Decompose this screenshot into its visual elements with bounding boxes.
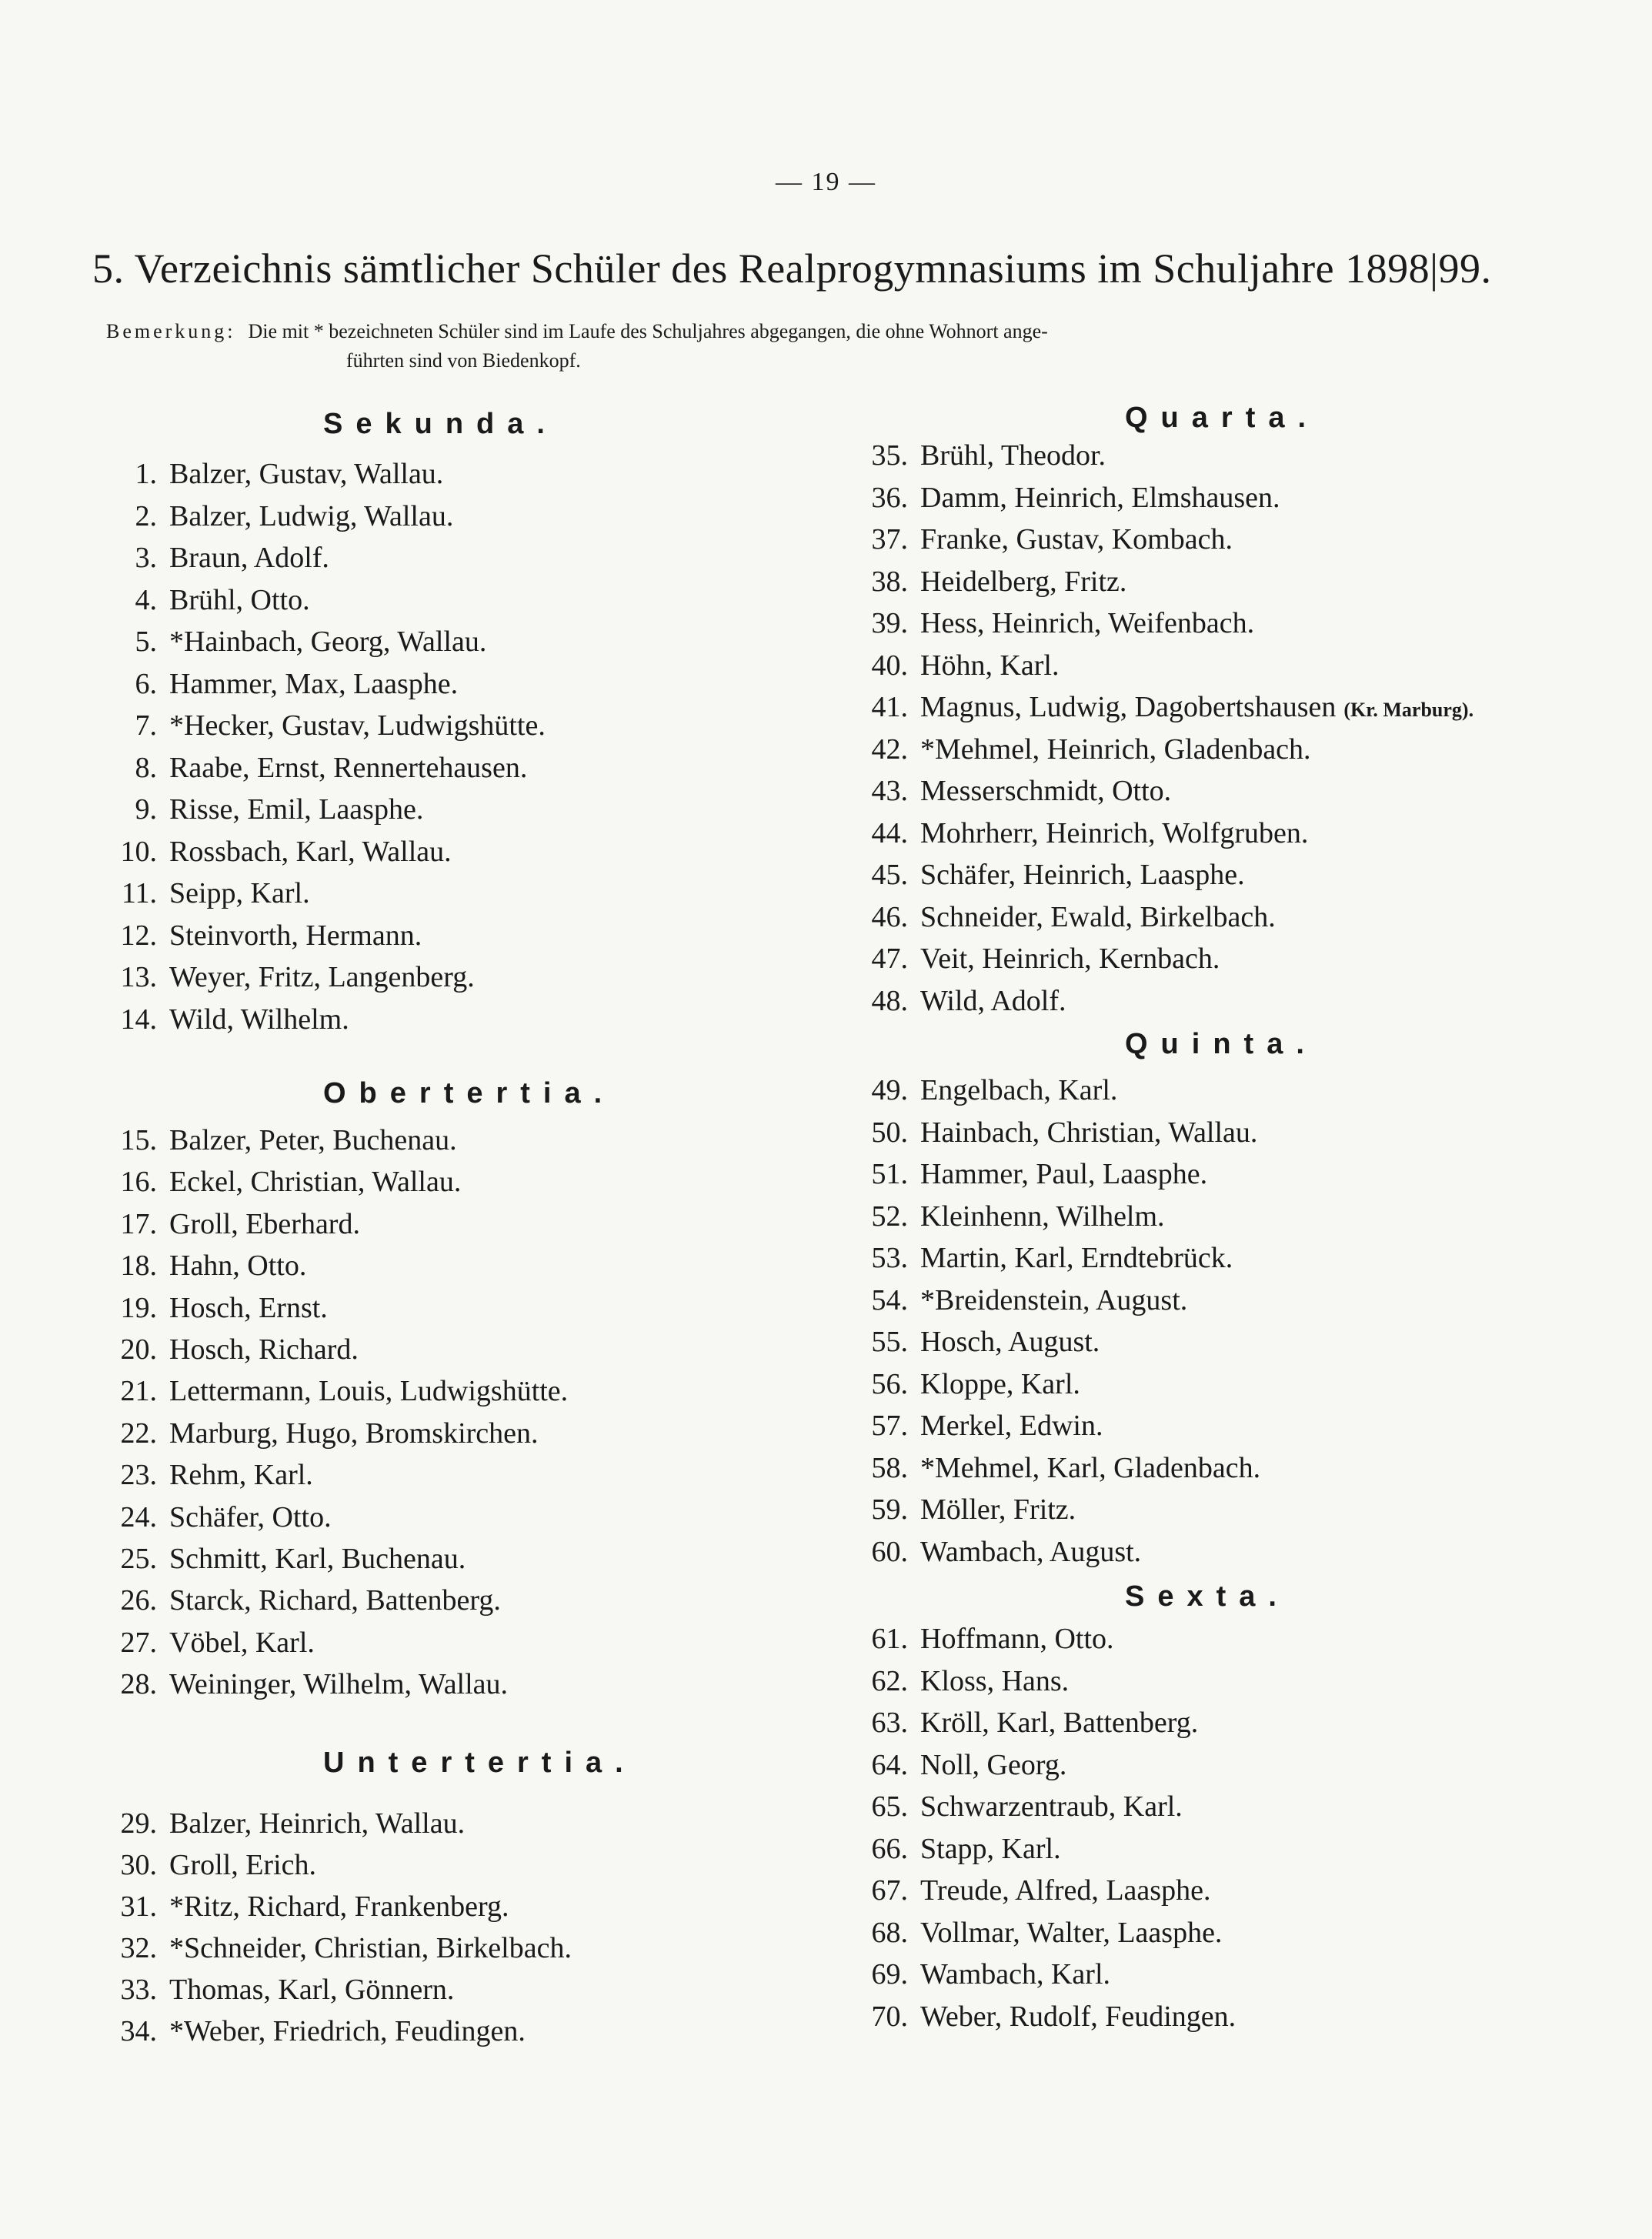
entry-number: 36. [871,482,908,514]
entry-number: 66. [871,1833,908,1865]
page-number: — 19 — [776,168,876,196]
entry-number: 13. [120,961,157,993]
remark-text-line1: Die mit * bezeichneten Schüler sind im Laufe des Schuljahres abgegangen, die ohne Wohnort ange- [248,320,1048,342]
entry-name: Höhn, Karl. [920,649,1060,682]
list-item [103,1626,315,1660]
entry-number: 34. [120,2015,157,2047]
list-item [103,1165,461,1199]
entry-number: 23. [120,1459,157,1491]
entry-name: Hosch, Ernst. [169,1292,328,1324]
list-item [854,1241,1233,1275]
list-item [103,1973,454,2007]
list-item [103,709,546,742]
entry-number: 14. [120,1003,157,1036]
list-item [854,984,1066,1018]
entry-number: 19. [120,1292,157,1324]
entry-name: Schäfer, Otto. [169,1501,332,1533]
list-item [854,1874,1210,1907]
entry-name: Kloss, Hans. [920,1665,1070,1697]
entry-number: 32. [120,1932,157,1964]
entry-number: 27. [120,1627,157,1659]
entry-number: 43. [871,775,908,807]
entry-number: 61. [871,1623,908,1655]
entry-number: 41. [871,691,908,723]
entry-number: 9. [135,793,157,826]
entry-number: 39. [871,607,908,639]
entry-name: Damm, Heinrich, Elmshausen. [920,482,1280,514]
entry-number: 20. [120,1333,157,1366]
entry-name: Groll, Erich. [169,1849,317,1881]
entry-name: Möller, Fritz. [920,1493,1076,1526]
remark [106,317,1607,375]
entry-name: Balzer, Heinrich, Wallau. [169,1807,466,1840]
entry-number: 65. [871,1790,908,1823]
list-item [103,919,422,953]
list-item [103,1542,466,1576]
list-item [854,1493,1076,1527]
entry-name: Rossbach, Karl, Wallau. [169,836,452,868]
entry-name: Hahn, Otto. [169,1250,307,1282]
entry-number: 28. [120,1668,157,1700]
page-title: 5. Verzeichnis sämtlicher Schüler des Realprogymnasiums im Schuljahre 1898|99. [92,245,1492,292]
list-item [103,1123,457,1157]
entry-name: Kleinhenn, Wilhelm. [920,1200,1165,1233]
list-item [103,457,443,491]
entry-number: 26. [120,1584,157,1617]
entry-number: 46. [871,901,908,933]
list-item [103,835,452,869]
entry-name: Hosch, August. [920,1326,1100,1358]
section-heading-sexta: Sexta. [1125,1580,1290,1613]
entry-name: Brühl, Theodor. [920,439,1106,472]
entry-name: Hess, Heinrich, Weifenbach. [920,607,1255,639]
entry-name: *Mehmel, Heinrich, Gladenbach. [920,733,1311,766]
entry-number: 24. [120,1501,157,1533]
entry-name: Weininger, Wilhelm, Wallau. [169,1668,509,1700]
entry-number: 48. [871,985,908,1017]
list-item [103,876,310,910]
entry-name: Steinvorth, Hermann. [169,919,422,952]
entry-name: Magnus, Ludwig, Dagobertshausen [920,691,1337,723]
entry-number: 21. [120,1375,157,1407]
list-item [854,606,1254,640]
entry-number: 62. [871,1665,908,1697]
entry-name: Noll, Georg. [920,1749,1067,1781]
entry-name: *Weber, Friedrich, Feudingen. [169,2015,526,2047]
entry-number: 4. [135,584,157,616]
remark-text-line2: führten sind von Biedenkopf. [346,349,581,372]
list-item [854,1664,1069,1698]
entry-number: 33. [120,1974,157,2006]
entry-number: 7. [135,709,157,742]
list-item [103,1374,568,1408]
list-item [854,1748,1066,1782]
entry-name: Weber, Rudolf, Feudingen. [920,2000,1236,2033]
list-item [854,900,1276,934]
list-item [103,1931,572,1965]
entry-name: Balzer, Ludwig, Wallau. [169,500,454,532]
list-item [103,960,475,994]
list-item [854,522,1233,556]
list-item [103,751,527,785]
list-item [854,1116,1257,1150]
list-item [103,1500,332,1534]
entry-name: Groll, Eberhard. [169,1208,360,1240]
list-item [854,1200,1165,1233]
list-item [854,1157,1207,1191]
list-item [854,1451,1260,1485]
entry-name: Veit, Heinrich, Kernbach. [920,943,1220,975]
entry-name: Brühl, Otto. [169,584,310,616]
entry-number: 3. [135,542,157,574]
list-item [854,1832,1061,1866]
list-item [103,583,310,617]
entry-number: 38. [871,566,908,598]
section-heading-quinta: Quinta. [1125,1028,1317,1060]
list-item [854,2000,1236,2034]
entry-name: Vollmar, Walter, Laasphe. [920,1917,1223,1949]
entry-name: Hammer, Paul, Laasphe. [920,1158,1208,1190]
list-item [854,1957,1110,1991]
entry-name: Franke, Gustav, Kombach. [920,523,1233,556]
entry-number: 12. [120,919,157,952]
section-heading-untertertia: Untertertia. [323,1747,636,1779]
entry-name: Marburg, Hugo, Bromskirchen. [169,1417,539,1450]
list-item [854,1535,1141,1569]
entry-name: Thomas, Karl, Gönnern. [169,1974,455,2006]
list-item [103,1416,539,1450]
entry-number: 8. [135,752,157,784]
entry-number: 44. [871,817,908,849]
entry-name: Treude, Alfred, Laasphe. [920,1874,1211,1907]
entry-name: *Mehmel, Karl, Gladenbach. [920,1452,1261,1484]
entry-number: 58. [871,1452,908,1484]
entry-name: Messerschmidt, Otto. [920,775,1172,807]
entry-number: 53. [871,1242,908,1274]
entry-name: Vöbel, Karl. [169,1627,315,1659]
list-item [103,499,453,533]
entry-number: 64. [871,1749,908,1781]
list-item [854,1916,1222,1950]
list-item [103,1583,501,1617]
list-item [103,625,486,659]
entry-number: 67. [871,1874,908,1907]
entry-number: 29. [120,1807,157,1840]
entry-number: 42. [871,733,908,766]
entry-number: 25. [120,1543,157,1575]
list-item [854,565,1126,599]
entry-name: Rehm, Karl. [169,1459,313,1491]
entry-name: Stapp, Karl. [920,1833,1061,1865]
entry-name: Wild, Adolf. [920,985,1066,1017]
list-item [854,1790,1183,1824]
list-item [854,1367,1080,1401]
entry-district-note: (Kr. Marburg). [1343,699,1474,721]
entry-number: 37. [871,523,908,556]
entry-number: 2. [135,500,157,532]
list-item [103,1890,509,1924]
entry-name: Wambach, August. [920,1536,1142,1568]
entry-number: 45. [871,859,908,891]
list-item [103,1249,306,1283]
section-heading-obertertia: Obertertia. [323,1077,616,1109]
list-item [854,858,1245,892]
entry-number: 70. [871,2000,908,2033]
list-item [103,1667,508,1701]
entry-number: 11. [121,877,157,909]
entry-number: 22. [120,1417,157,1450]
entry-name: Starck, Richard, Battenberg. [169,1584,501,1617]
list-item [103,1003,349,1036]
entry-number: 30. [120,1849,157,1881]
entry-name: Risse, Emil, Laasphe. [169,793,424,826]
entry-name: Heidelberg, Fritz. [920,566,1127,598]
entry-number: 15. [120,1124,157,1156]
entry-name: Weyer, Fritz, Langenberg. [169,961,475,993]
entry-name: Balzer, Peter, Buchenau. [169,1124,457,1156]
entry-name: *Hecker, Gustav, Ludwigshütte. [169,709,546,742]
list-item [103,667,458,701]
entry-name: Raabe, Ernst, Rennertehausen. [169,752,528,784]
entry-name: Eckel, Christian, Wallau. [169,1166,462,1198]
list-item [854,649,1059,682]
entry-number: 10. [120,836,157,868]
entry-name: Seipp, Karl. [169,877,310,909]
entry-number: 56. [871,1368,908,1400]
list-item [103,1807,465,1840]
entry-number: 6. [135,668,157,700]
list-item [854,481,1280,515]
entry-name: Martin, Karl, Erndtebrück. [920,1242,1233,1274]
list-item [854,1409,1103,1443]
entry-name: *Breidenstein, August. [920,1284,1188,1316]
list-item [854,1073,1117,1107]
list-item [854,732,1311,766]
entry-number: 57. [871,1410,908,1442]
entry-number: 16. [120,1166,157,1198]
entry-number: 49. [871,1074,908,1106]
entry-number: 5. [135,626,157,658]
entry-name: Lettermann, Louis, Ludwigshütte. [169,1375,569,1407]
entry-number: 17. [120,1208,157,1240]
entry-name: Mohrherr, Heinrich, Wolfgruben. [920,817,1309,849]
entry-number: 55. [871,1326,908,1358]
entry-number: 68. [871,1917,908,1949]
entry-number: 31. [120,1890,157,1923]
entry-number: 59. [871,1493,908,1526]
entry-name: Merkel, Edwin. [920,1410,1103,1442]
entry-name: Engelbach, Karl. [920,1074,1118,1106]
list-item [103,792,423,826]
entry-name: Schäfer, Heinrich, Laasphe. [920,859,1245,891]
list-item [854,1706,1198,1740]
entry-number: 60. [871,1536,908,1568]
entry-name: Braun, Adolf. [169,542,329,574]
list-item [103,1458,313,1492]
list-item [103,2014,526,2048]
entry-name: Wambach, Karl. [920,1958,1110,1990]
remark-label: Bemerkung: [106,320,236,342]
entry-number: 18. [120,1250,157,1282]
entry-name: Hoffmann, Otto. [920,1623,1114,1655]
list-item [854,1325,1100,1359]
list-item [103,1291,328,1325]
entry-number: 51. [871,1158,908,1190]
list-item [103,1848,316,1882]
entry-name: Kloppe, Karl. [920,1368,1080,1400]
list-item [854,774,1171,808]
entry-name: Balzer, Gustav, Wallau. [169,458,444,490]
entry-number: 35. [871,439,908,472]
list-item [103,1333,359,1366]
section-heading-sekunda: Sekunda. [323,408,558,440]
list-item [103,541,329,575]
entry-name: Hainbach, Christian, Wallau. [920,1116,1258,1149]
entry-name: *Schneider, Christian, Birkelbach. [169,1932,572,1964]
entry-number: 40. [871,649,908,682]
entry-name: Kröll, Karl, Battenberg. [920,1707,1199,1739]
entry-name: Hosch, Richard. [169,1333,359,1366]
entry-number: 52. [871,1200,908,1233]
entry-number: 47. [871,943,908,975]
list-item [103,1207,360,1241]
list-item [854,816,1308,850]
entry-name: *Hainbach, Georg, Wallau. [169,626,487,658]
list-item [854,439,1106,472]
entry-name: Hammer, Max, Laasphe. [169,668,459,700]
entry-number: 50. [871,1116,908,1149]
entry-name: Wild, Wilhelm. [169,1003,349,1036]
entry-number: 1. [135,458,157,490]
list-item [854,1283,1187,1317]
entry-number: 69. [871,1958,908,1990]
entry-name: Schwarzentraub, Karl. [920,1790,1183,1823]
list-item [854,690,1473,724]
section-heading-quarta: Quarta. [1125,402,1320,434]
entry-number: 54. [871,1284,908,1316]
list-item [854,942,1220,976]
entry-name: *Ritz, Richard, Frankenberg. [169,1890,509,1923]
entry-name: Schmitt, Karl, Buchenau. [169,1543,466,1575]
entry-number: 63. [871,1707,908,1739]
list-item [854,1622,1114,1656]
entry-name: Schneider, Ewald, Birkelbach. [920,901,1276,933]
